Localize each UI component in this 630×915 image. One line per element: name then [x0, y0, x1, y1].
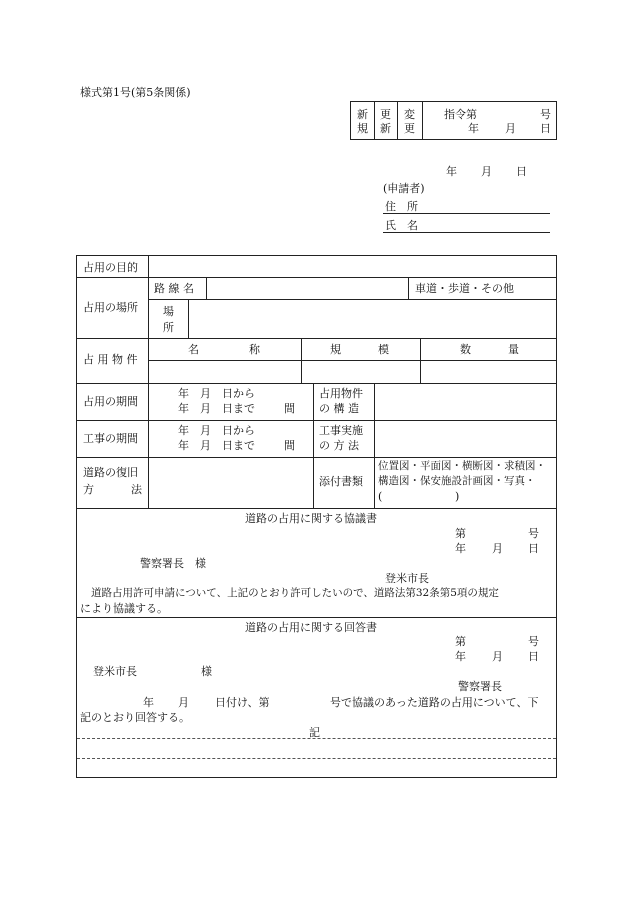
restore-label-3: 法: [131, 483, 142, 496]
consult-go: 号: [528, 527, 539, 540]
consult-month: 月: [492, 542, 503, 555]
structure-field[interactable]: [376, 385, 555, 419]
reply-month: 月: [492, 650, 503, 663]
restore-label-1: 道路の復旧: [83, 466, 138, 479]
structure-label-2: の 構 造: [319, 402, 359, 415]
location-label-2: 所: [163, 321, 174, 334]
applicant-label: (申請者): [383, 182, 425, 195]
col-name-a: 名: [188, 343, 199, 356]
date-day: 日: [516, 165, 527, 178]
consult-body-2: により協議する。: [80, 602, 168, 615]
order-number-label: 指令第: [444, 108, 477, 121]
attachments-label: 添付書類: [319, 475, 363, 488]
row-line: [148, 299, 557, 300]
stamp-change-1: 変: [404, 108, 415, 121]
col-scale-a: 規: [330, 343, 341, 356]
object-scale-field[interactable]: [303, 362, 418, 382]
location-label-1: 場: [163, 305, 174, 318]
work-period-ken: 間: [284, 439, 295, 452]
route-name-label: 路 線 名: [154, 282, 194, 295]
col-line: [301, 338, 302, 383]
name-label: 氏 名: [385, 219, 418, 232]
reply-dai: 第: [455, 635, 466, 648]
order-month: 月: [505, 122, 516, 135]
date-year: 年: [446, 165, 457, 178]
consult-body-1: 道路占用許可申請について、上記のとおり許可したいので、道路法第32条第5項の規定: [91, 587, 499, 599]
work-period-to: 年 月 日まで: [178, 439, 255, 452]
stamp-new-1: 新: [357, 108, 368, 121]
work-period-label: 工事の期間: [83, 432, 138, 445]
consult-sender: 登米市長: [385, 572, 429, 585]
reply-year: 年: [455, 650, 466, 663]
period-label: 占用の期間: [83, 395, 138, 408]
col-name-b: 称: [249, 343, 260, 356]
reply-day: 日: [528, 650, 539, 663]
consult-day: 日: [528, 542, 539, 555]
method-label-1: 工事実施: [319, 424, 363, 437]
purpose-label: 占用の目的: [83, 261, 138, 274]
row-line: [148, 360, 557, 361]
stamp-new-2: 規: [357, 122, 368, 135]
work-period-from: 年 月 日から: [178, 424, 255, 437]
attachments-line-2: 構造図・保安施設計画図・写真・: [378, 475, 536, 487]
order-go: 号: [540, 108, 551, 121]
reply-body-2: 記のとおり回答する。: [80, 711, 190, 724]
date-month: 月: [481, 165, 492, 178]
consult-year: 年: [455, 542, 466, 555]
attachments-paren-close: ): [455, 490, 460, 503]
col-line: [188, 299, 189, 338]
period-from: 年 月 日から: [178, 387, 255, 400]
col-line: [374, 383, 375, 508]
reply-go: 号: [528, 635, 539, 648]
stamp-divider: [374, 101, 375, 140]
reply-content-field[interactable]: [78, 740, 555, 776]
stamp-renew-2: 新: [380, 122, 391, 135]
col-line: [206, 277, 207, 299]
reply-sender: 警察署長: [458, 680, 502, 693]
location-field[interactable]: [190, 301, 555, 337]
restore-field[interactable]: [150, 459, 311, 507]
col-line: [408, 277, 409, 299]
col-line: [420, 338, 421, 383]
reply-dashed-line: [77, 738, 556, 739]
reply-addressee-sama: 様: [201, 665, 212, 678]
place-label: 占用の場所: [83, 301, 138, 314]
purpose-field[interactable]: [150, 257, 555, 276]
consult-title: 道路の占用に関する協議書: [245, 512, 377, 525]
name-field-line[interactable]: [383, 232, 550, 233]
object-label: 占 用 物 件: [83, 353, 138, 366]
route-name-field[interactable]: [208, 279, 406, 298]
row-line: [76, 617, 557, 618]
stamp-renew-1: 更: [380, 108, 391, 121]
stamp-divider: [422, 101, 423, 140]
order-day: 日: [540, 122, 551, 135]
object-name-field[interactable]: [150, 362, 299, 382]
structure-label-1: 占用物件: [319, 387, 363, 400]
period-ken: 間: [284, 402, 295, 415]
consult-addressee: 警察署長 様: [140, 557, 206, 570]
attachments-line-1: 位置図・平面図・横断図・求積図・: [378, 460, 546, 472]
road-parts-options[interactable]: 車道・歩道・その他: [415, 282, 514, 295]
method-field[interactable]: [376, 422, 555, 456]
reply-title: 道路の占用に関する回答書: [245, 621, 377, 634]
col-qty-a: 数: [460, 343, 471, 356]
col-scale-b: 模: [378, 343, 389, 356]
row-line: [76, 508, 557, 509]
form-number: 様式第1号(第5条関係): [80, 86, 191, 99]
reply-ki: 記: [309, 726, 320, 739]
reply-body-day: 日付け、第: [215, 696, 270, 709]
stamp-change-2: 更: [404, 122, 415, 135]
object-qty-field[interactable]: [422, 362, 555, 382]
period-to: 年 月 日まで: [178, 402, 255, 415]
reply-body-year: 年: [143, 696, 154, 709]
restore-label-2: 方: [83, 483, 94, 496]
reply-body-month: 月: [178, 696, 189, 709]
col-line: [148, 255, 149, 508]
order-year: 年: [468, 122, 479, 135]
col-qty-b: 量: [508, 343, 519, 356]
reply-addressee: 登米市長: [93, 665, 137, 678]
address-field-line[interactable]: [383, 213, 550, 214]
col-line: [313, 383, 314, 508]
stamp-divider: [397, 101, 398, 140]
reply-body-rest: 号で協議のあった道路の占用について、下: [330, 696, 539, 709]
attachments-paren-open: (: [378, 490, 383, 503]
method-label-2: の 方 法: [319, 439, 359, 452]
address-label: 住 所: [385, 200, 418, 213]
consult-dai: 第: [455, 527, 466, 540]
